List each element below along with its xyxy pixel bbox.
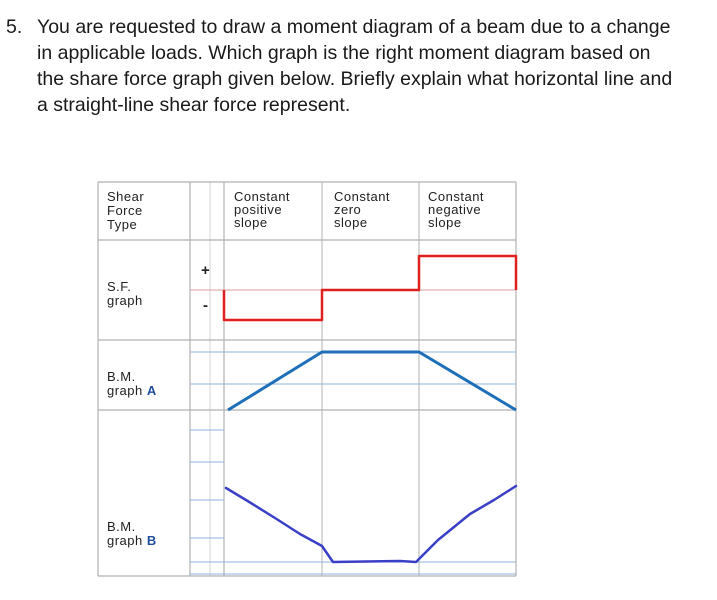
column-header-negative: Constant negative slope <box>428 189 485 230</box>
column-header-positive: Constant positive slope <box>234 189 291 230</box>
column-header-zero: Constant zero slope <box>334 189 391 230</box>
row-label-bm-a-letter: A <box>146 383 157 398</box>
row-label-bm-b-text: B.M. graph <box>107 519 143 548</box>
bm-graph-b-line <box>226 486 516 562</box>
row-label-bm-graph-a <box>107 370 156 398</box>
question-number: 5. <box>6 16 23 38</box>
row-label-bm-a-text: B.M. graph <box>107 369 143 398</box>
bm-graph-a-line <box>228 352 516 410</box>
sign-plus: + <box>201 262 210 279</box>
row-label-bm-b-letter: B <box>146 533 157 548</box>
sf-graph-line <box>224 256 516 320</box>
header-label-shear-force-type: Shear Force Type <box>107 189 145 232</box>
row-label-bm-graph-b <box>107 520 156 548</box>
question-text: You are requested to draw a moment diagram of a beam due to a change in applicable loads. Which graph is the right moment diagram based on the share force graph given below. Briefly explain what horizontal line and a straight-line shear force represent. <box>37 16 673 116</box>
row-label-sf-graph: S.F. graph <box>107 279 143 308</box>
sign-minus: - <box>203 297 208 314</box>
